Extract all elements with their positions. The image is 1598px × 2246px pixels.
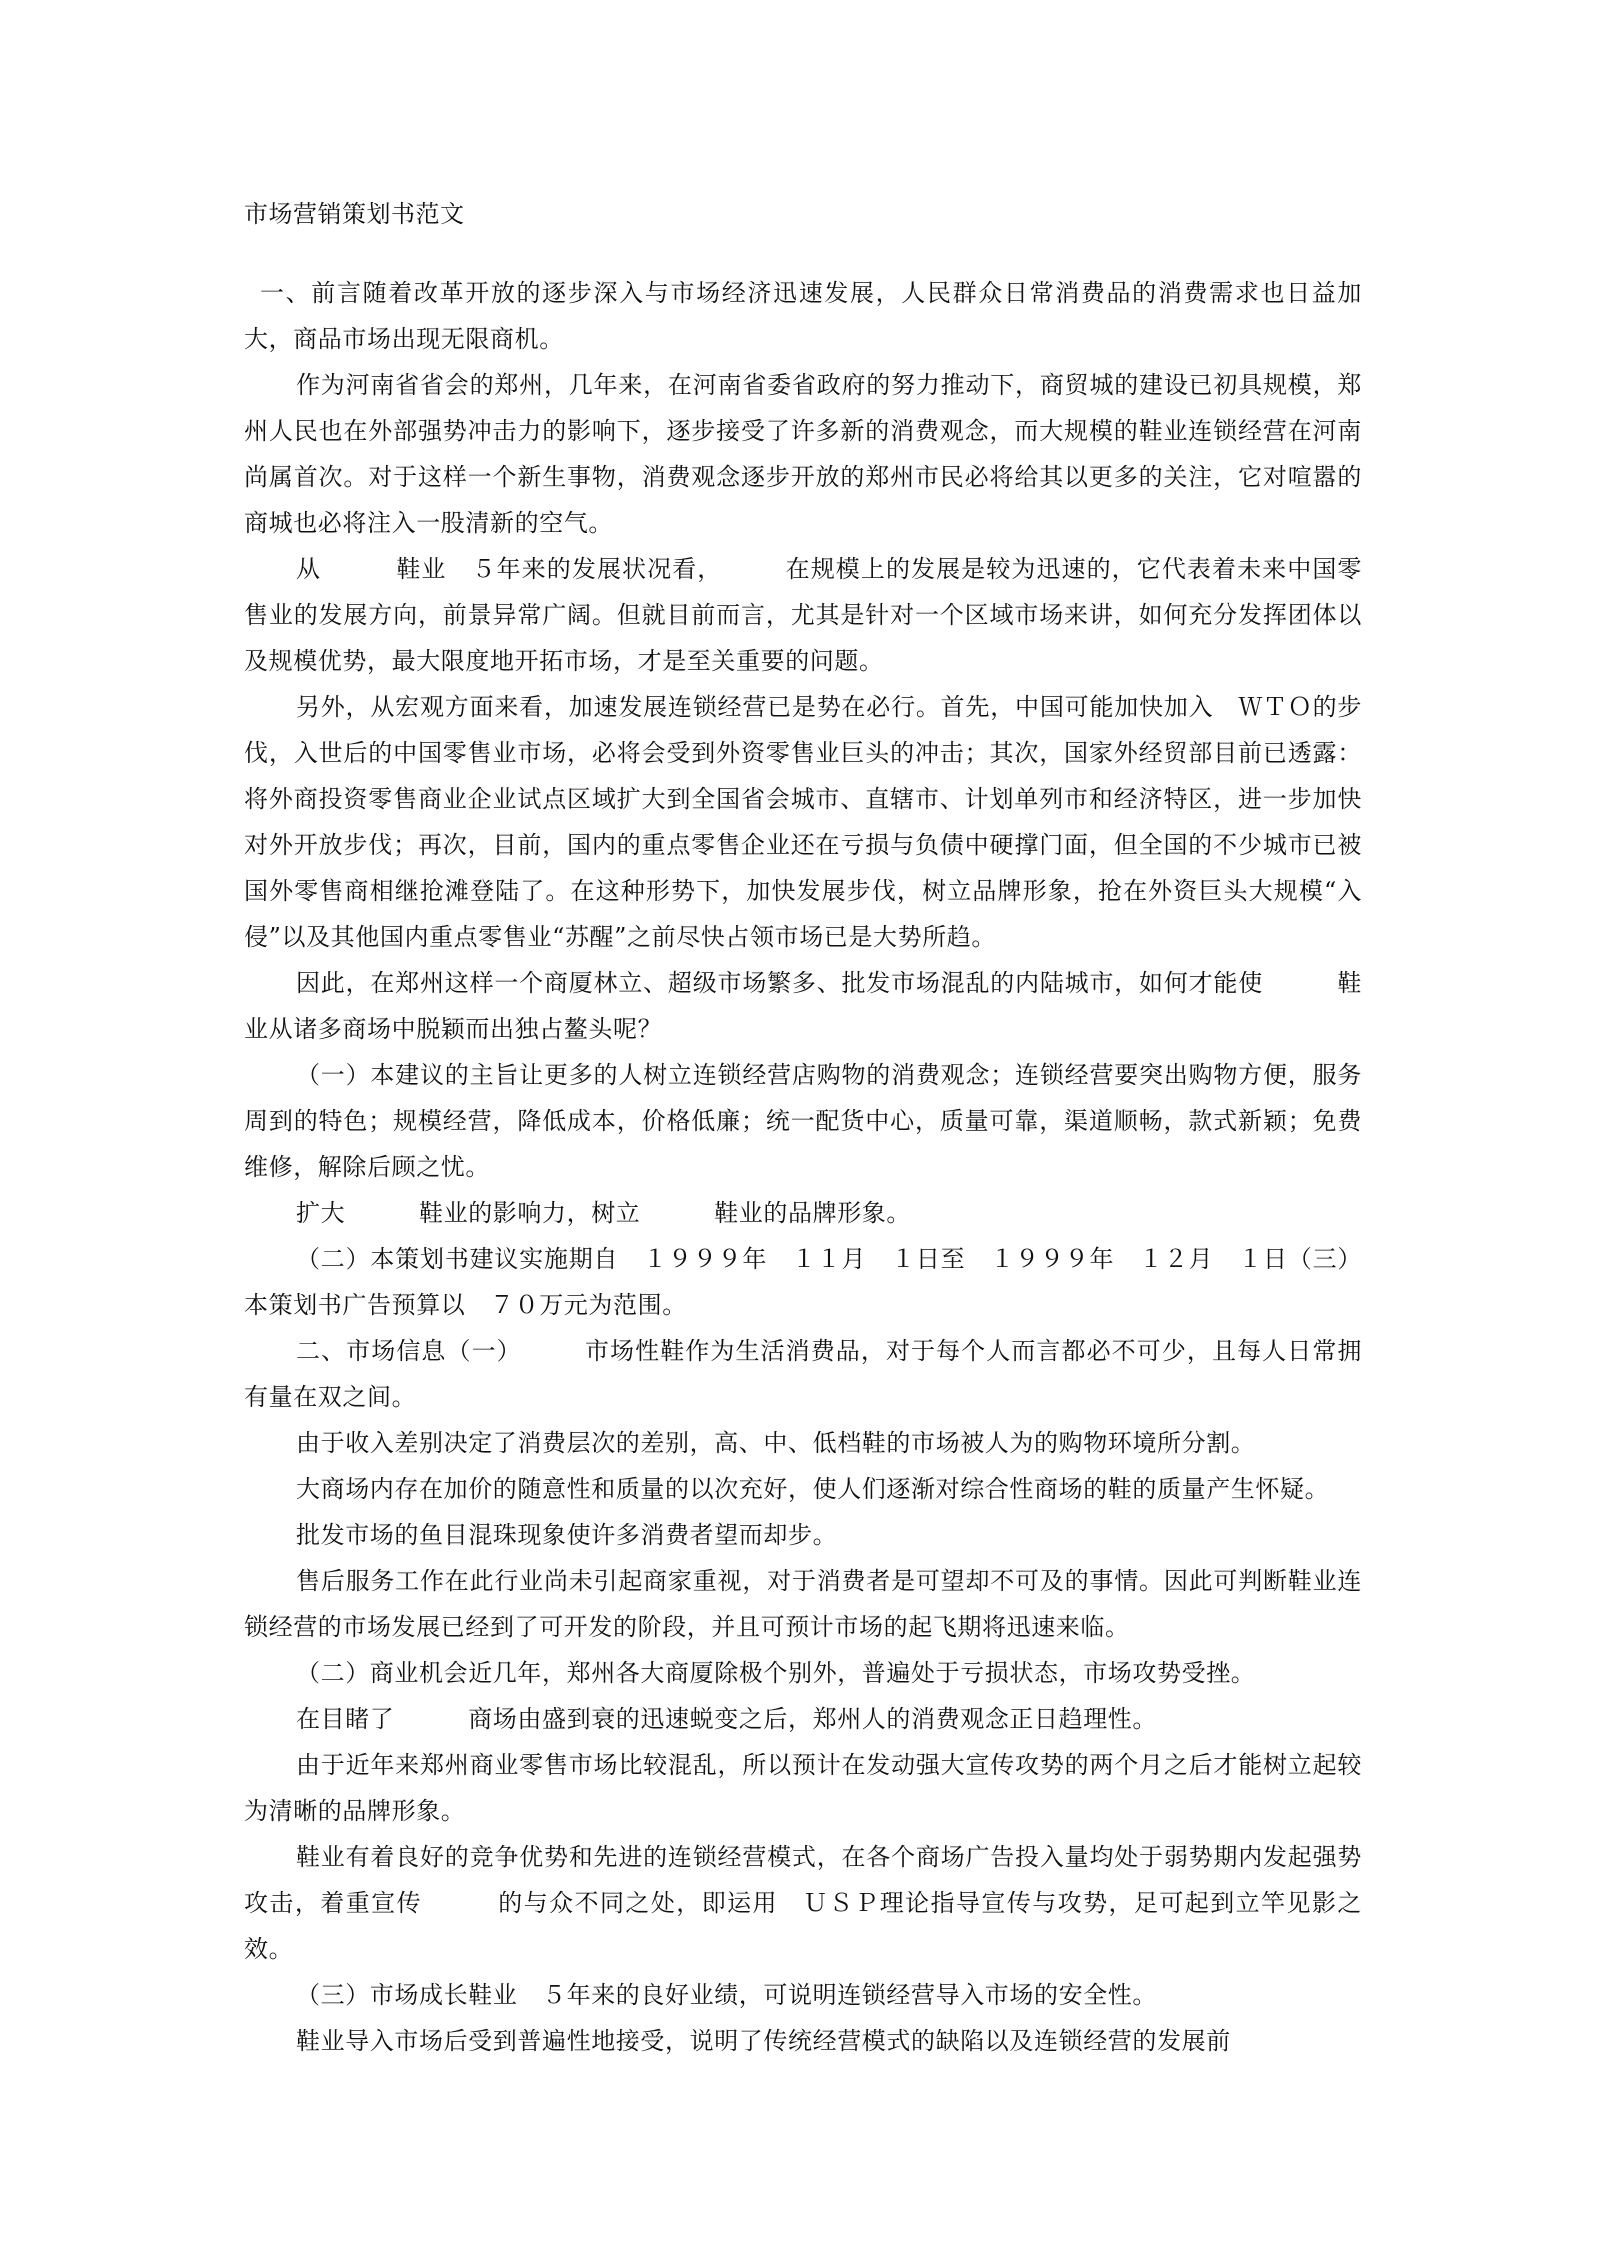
- document-body: [244, 190, 1362, 2064]
- paragraph: 二、市场信息（一） 市场性鞋作为生活消费品，对于每个人而言都必不可少，且每人日常拥有量在双之间。: [244, 1337, 1362, 1411]
- paragraph: （三）市场成长鞋业 ５年来的良好业绩，可说明连锁经营导入市场的安全性。: [296, 1981, 1157, 2009]
- paragraph: 批发市场的鱼目混珠现象使许多消费者望而却步。: [296, 1521, 838, 1549]
- paragraph: （二）本策划书建议实施期自 １９９９年 １１月 １日至 １９９９年 １２月 １日（三）本策划书广告预算以 ７０万元为范围。: [244, 1245, 1362, 1319]
- paragraph: 鞋业有着良好的竞争优势和先进的连锁经营模式，在各个商场广告投入量均处于弱势期内发起强势攻击，着重宣传 的与众不同之处，即运用 ＵＳＰ理论指导宣传与攻势，足可起到立竿见影之效。: [244, 1843, 1362, 1963]
- document-title: 市场营销策划书范文: [244, 200, 465, 228]
- paragraph: 大商场内存在加价的随意性和质量的以次充好，使人们逐渐对综合性商场的鞋的质量产生怀疑。: [296, 1475, 1330, 1503]
- paragraph: （二）商业机会近几年，郑州各大商厦除极个别外，普遍处于亏损状态，市场攻势受挫。: [296, 1659, 1256, 1687]
- paragraph: 作为河南省省会的郑州，几年来，在河南省委省政府的努力推动下，商贸城的建设已初具规模，郑州人民也在外部强势冲击力的影响下，逐步接受了许多新的消费观念，而大规模的鞋业连锁经营在河南尚属首次。对于这样一个新生事物，消费观念逐步开放的郑州市民必将给其以更多的关注，它对喧嚣的商城也必将注入一股清新的空气。: [244, 371, 1362, 537]
- paragraph: （一）本建议的主旨让更多的人树立连锁经营店购物的消费观念；连锁经营要突出购物方便，服务周到的特色；规模经营，降低成本，价格低廉；统一配货中心，质量可靠，渠道顺畅，款式新颖；免费维修，解除后顾之忧。: [244, 1061, 1362, 1181]
- paragraph: 从 鞋业 ５年来的发展状况看， 在规模上的发展是较为迅速的，它代表着未来中国零售业的发展方向，前景异常广阔。但就目前而言，尤其是针对一个区域市场来讲，如何充分发挥团体以及规模优势，最大限度地开拓市场，才是至关重要的问题。: [244, 555, 1362, 675]
- paragraph: 扩大 鞋业的影响力，树立 鞋业的品牌形象。: [296, 1199, 911, 1227]
- paragraph: 由于收入差别决定了消费层次的差别，高、中、低档鞋的市场被人为的购物环境所分割。: [296, 1429, 1256, 1457]
- paragraph: 另外，从宏观方面来看，加速发展连锁经营已是势在必行。首先，中国可能加快加入 ＷＴＯ的步伐，入世后的中国零售业市场，必将会受到外资零售业巨头的冲击；其次，国家外经贸部目前已透露：将外商投资零售商业企业试点区域扩大到全国省会城市、直辖市、计划单列市和经济特区，进一步加快对外开放步伐；再次，目前，国内的重点零售企业还在亏损与负债中硬撑门面，但全国的不少城市已被国外零售商相继抢滩登陆了。在这种形势下，加快发展步伐，树立品牌形象，抢在外资巨头大规模“入侵”以及其他国内重点零售业“苏醒”之前尽快占领市场已是大势所趋。: [244, 693, 1362, 951]
- paragraph: 在目睹了 商场由盛到衰的迅速蜕变之后，郑州人的消费观念正日趋理性。: [296, 1705, 1157, 1733]
- paragraph: 售后服务工作在此行业尚未引起商家重视，对于消费者是可望却不可及的事情。因此可判断鞋业连锁经营的市场发展已经到了可开发的阶段，并且可预计市场的起飞期将迅速来临。: [244, 1567, 1362, 1641]
- paragraph: 鞋业导入市场后受到普遍性地接受，说明了传统经营模式的缺陷以及连锁经营的发展前: [296, 2027, 1231, 2055]
- paragraph: 一、前言随着改革开放的逐步深入与市场经济迅速发展，人民群众日常消费品的消费需求也日益加大，商品市场出现无限商机。: [244, 279, 1362, 353]
- paragraph: 因此，在郑州这样一个商厦林立、超级市场繁多、批发市场混乱的内陆城市，如何才能使 鞋业从诸多商场中脱颖而出独占鳌头呢？: [244, 969, 1362, 1043]
- paragraph: 由于近年来郑州商业零售市场比较混乱，所以预计在发动强大宣传攻势的两个月之后才能树立起较为清晰的品牌形象。: [244, 1751, 1362, 1825]
